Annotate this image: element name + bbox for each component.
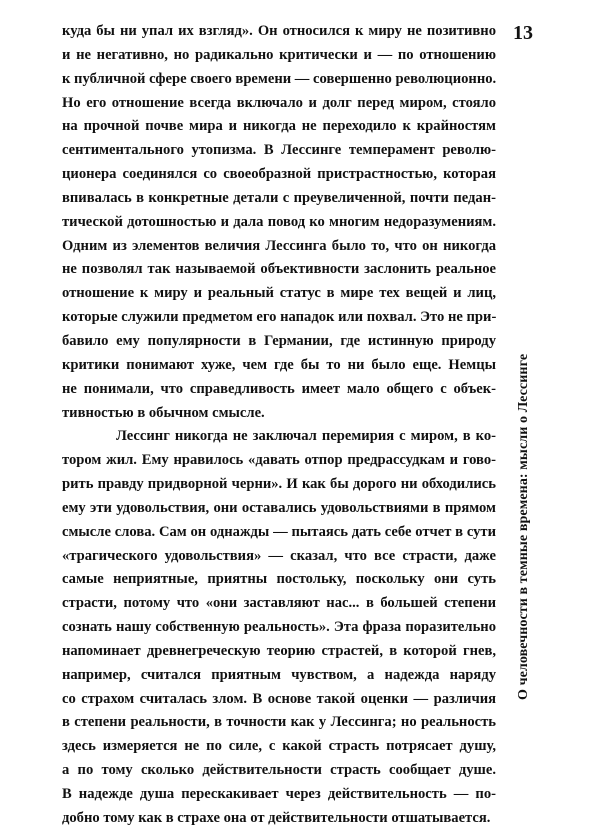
text-line: тивностью в обычном смысле. bbox=[62, 404, 265, 421]
text-line: сознать нашу собственную реальность». Эта фраза поразительно bbox=[62, 619, 496, 636]
text-line: на прочной почве мира и никогда не переходило к крайностям bbox=[62, 118, 496, 135]
text-line: здесь измеряется не по силе, с какой страсть потрясает душу, bbox=[62, 738, 496, 755]
text-line: например, считался приятным чувством, а надежда наряду bbox=[62, 666, 496, 683]
running-head: О человечности в темные времена: мысли о Лессинге bbox=[516, 353, 531, 700]
text-line: ционера соединялся со своеобразной пристрастностью, которая bbox=[62, 166, 496, 183]
text-line: не понимали, что справедливость имеет мало общего с объек- bbox=[62, 380, 496, 397]
text-line: Лессинг никогда не заключал перемирия с миром, в ко- bbox=[116, 428, 496, 445]
text-line: страсти, потому что «они заставляют нас... в большей степени bbox=[62, 595, 496, 612]
text-line: самые неприятные, приятны постольку, поскольку они суть bbox=[62, 571, 496, 588]
text-line: Одним из элементов величия Лессинга было то, что он никогда bbox=[62, 237, 496, 254]
text-line: «трагического удовольствия» — сказал, что все страсти, даже bbox=[62, 547, 496, 564]
text-line: куда бы ни упал их взгляд». Он относился к миру не позитивно bbox=[62, 23, 496, 39]
text-line: которые служили предметом его нападок или похвал. Это не при- bbox=[62, 309, 497, 326]
text-line: а по тому сколько действительности страсть сообщает душе. bbox=[62, 762, 496, 779]
text-line: ему эти удовольствия, они оставались удовольствиями в прямом bbox=[62, 499, 496, 516]
text-line: бавило ему популярности в Германии, где истинную природу bbox=[62, 332, 496, 349]
text-line: сентиментального утопизма. В Лессинге темперамент револю- bbox=[62, 142, 496, 159]
text-line: В надежде душа перескакивает через действительность — по- bbox=[62, 786, 496, 802]
page-number: 13 bbox=[513, 22, 533, 44]
text-line: Но его отношение всегда включало и долг перед миром, стояло bbox=[62, 94, 496, 111]
body-text bbox=[62, 20, 496, 831]
text-line: в степени реальности, в точности как у Лессинга; но реальность bbox=[62, 714, 496, 731]
paragraph-1 bbox=[62, 20, 496, 425]
text-line: тической дотошностью и дала повод ко многим недоразумениям. bbox=[62, 213, 496, 230]
text-line: и не негативно, но радикально критически и — по отношению bbox=[62, 46, 496, 63]
text-line: напоминает древнегреческую теорию страстей, в которой гнев, bbox=[62, 642, 496, 659]
text-line: добно тому как в страхе она от действительности отшатывается. bbox=[62, 809, 491, 826]
text-line: отношение к миру и реальный статус в мире тех вещей и лиц, bbox=[62, 285, 496, 302]
paragraph-2 bbox=[62, 425, 496, 830]
text-line: к публичной сфере своего времени — совершенно революционно. bbox=[62, 70, 497, 87]
text-line: со страхом считалась злом. В основе такой оценки — различия bbox=[62, 690, 496, 707]
text-line: впивалась в конкретные детали с преувеличенной, почти педан- bbox=[62, 189, 496, 206]
text-line: тором жил. Ему нравилось «давать отпор предрассудкам и гово- bbox=[62, 452, 496, 469]
text-line: не позволял так называемой объективности заслонить реальное bbox=[62, 261, 496, 278]
text-line: рить правду придворной черни». И как бы дорого ни обходились bbox=[62, 476, 496, 493]
text-line: критики понимают хуже, чем где бы то ни было еще. Немцы bbox=[62, 356, 496, 373]
text-line: смысле слова. Сам он однажды — пытаясь дать себе отчет в сути bbox=[62, 523, 496, 540]
